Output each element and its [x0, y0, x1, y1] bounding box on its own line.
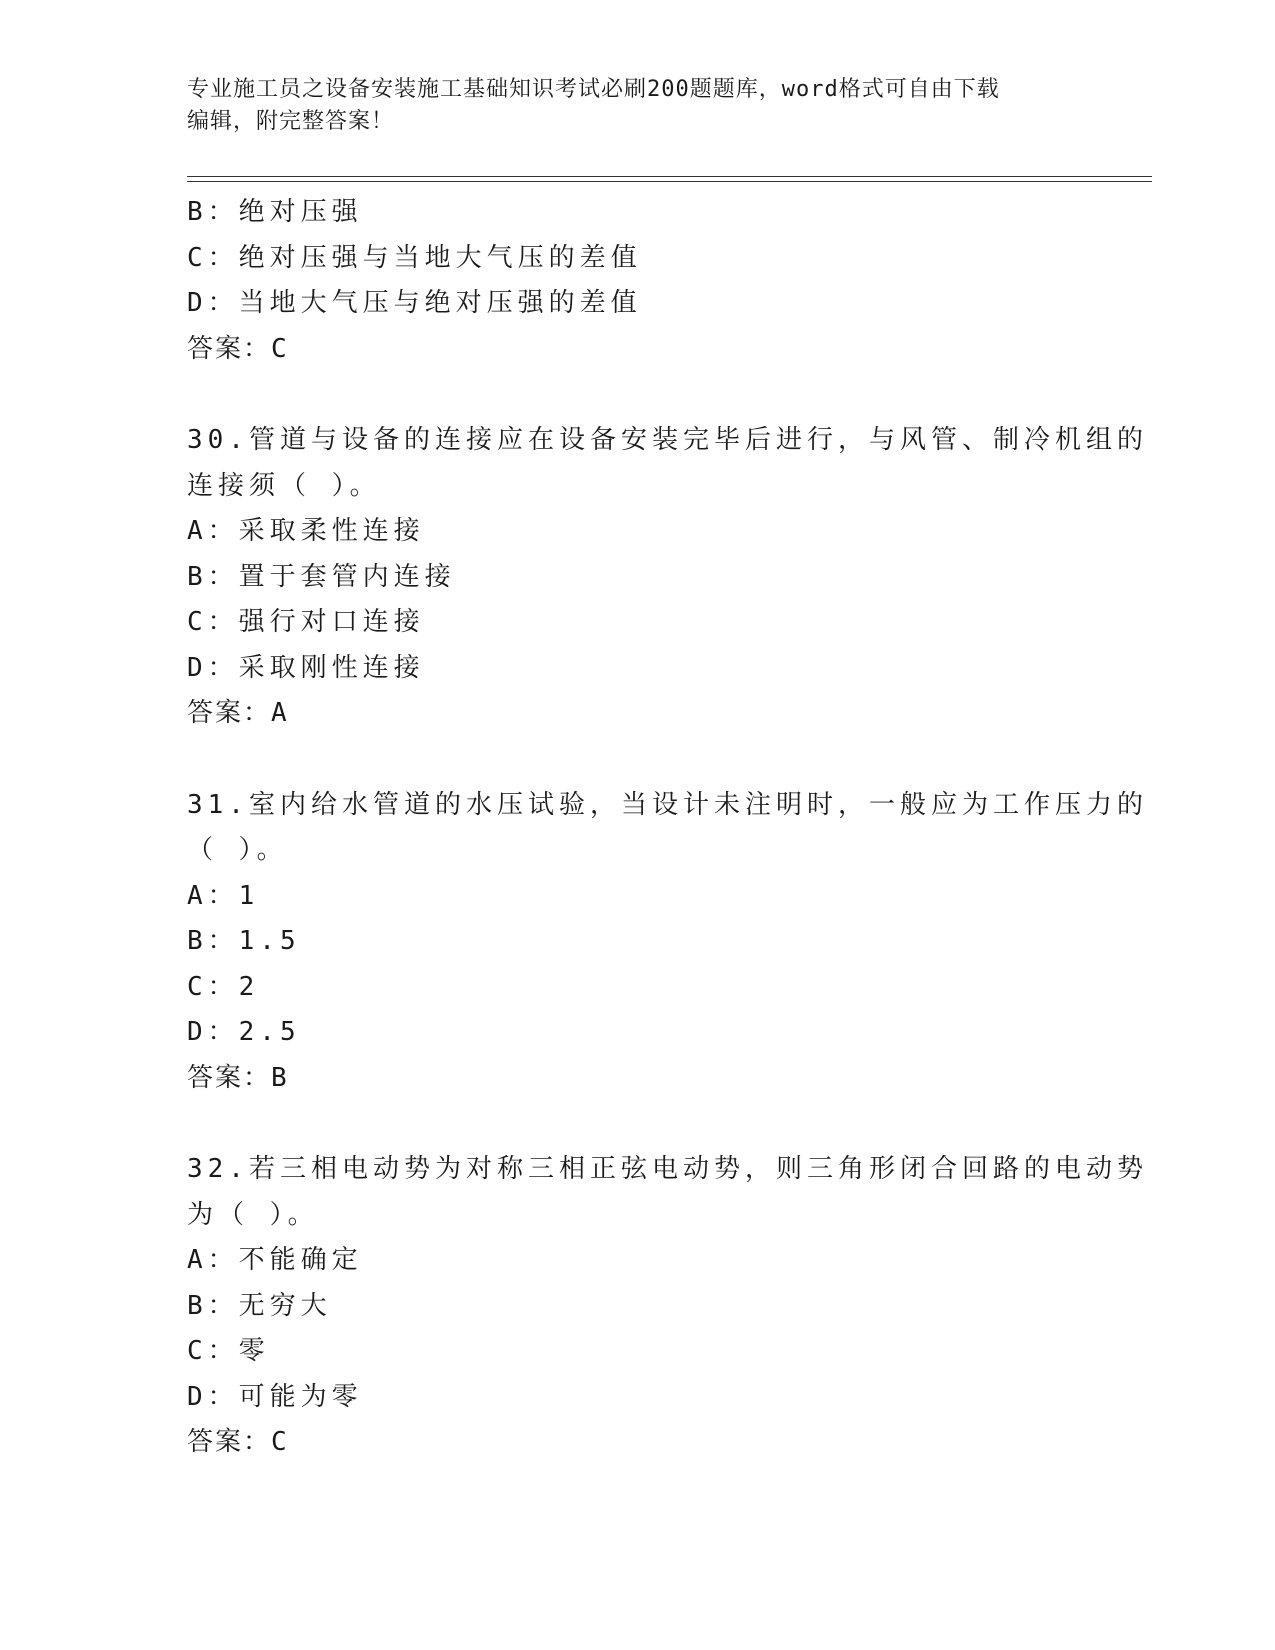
- question-block-30: [187, 418, 1148, 737]
- question-stem: 32.若三相电动势为对称三相正弦电动势，则三角形闭合回路的电动势: [187, 1154, 1148, 1184]
- header-divider-bottom: [187, 181, 1152, 182]
- spacer: [187, 372, 1087, 418]
- option-d: D：2.5: [187, 1017, 301, 1047]
- document-header: [187, 74, 1087, 138]
- option-a: A：采取柔性连接: [187, 516, 425, 546]
- answer-line: 答案：A: [187, 698, 289, 728]
- option-b: B：置于套管内连接: [187, 561, 456, 592]
- question-list: [187, 190, 1148, 1466]
- option-b: B：无穷大: [187, 1290, 332, 1321]
- option-d: D：当地大气压与绝对压强的差值: [187, 288, 642, 318]
- option-c: C：强行对口连接: [187, 607, 425, 637]
- question-block-32: [187, 1147, 1148, 1466]
- option-b: B：绝对压强: [187, 197, 363, 227]
- answer-line: 答案：C: [187, 333, 289, 364]
- option-a: A：1: [187, 880, 260, 911]
- option-c: C：绝对压强与当地大气压的差值: [187, 242, 642, 273]
- option-d: D：采取刚性连接: [187, 652, 425, 683]
- question-stem-continued: 连接须（ ）。: [187, 470, 381, 501]
- option-d: D：可能为零: [187, 1381, 363, 1412]
- question-block-29: [187, 190, 1087, 372]
- header-title-line-2: 编辑，附完整答案！: [187, 109, 395, 134]
- question-stem: 31.室内给水管道的水压试验，当设计未注明时，一般应为工作压力的: [187, 789, 1148, 820]
- question-stem-continued: （ ）。: [187, 835, 288, 865]
- answer-line: 答案：C: [187, 1427, 289, 1457]
- question-stem-continued: 为（ ）。: [187, 1199, 319, 1230]
- option-a: A：不能确定: [187, 1245, 363, 1275]
- question-stem: 30.管道与设备的连接应在设备安装完毕后进行，与风管、制冷机组的: [187, 425, 1148, 455]
- spacer: [187, 1101, 1087, 1147]
- option-c: C：2: [187, 971, 260, 1002]
- option-c: C：零: [187, 1336, 270, 1366]
- answer-line: 答案：B: [187, 1062, 289, 1093]
- spacer: [187, 737, 1087, 783]
- header-title-line-1: 专业施工员之设备安装施工基础知识考试必刷200题题库，word格式可自由下载: [187, 77, 1000, 102]
- header-divider-top: [187, 176, 1152, 177]
- option-b: B：1.5: [187, 926, 301, 956]
- question-block-31: [187, 783, 1148, 1102]
